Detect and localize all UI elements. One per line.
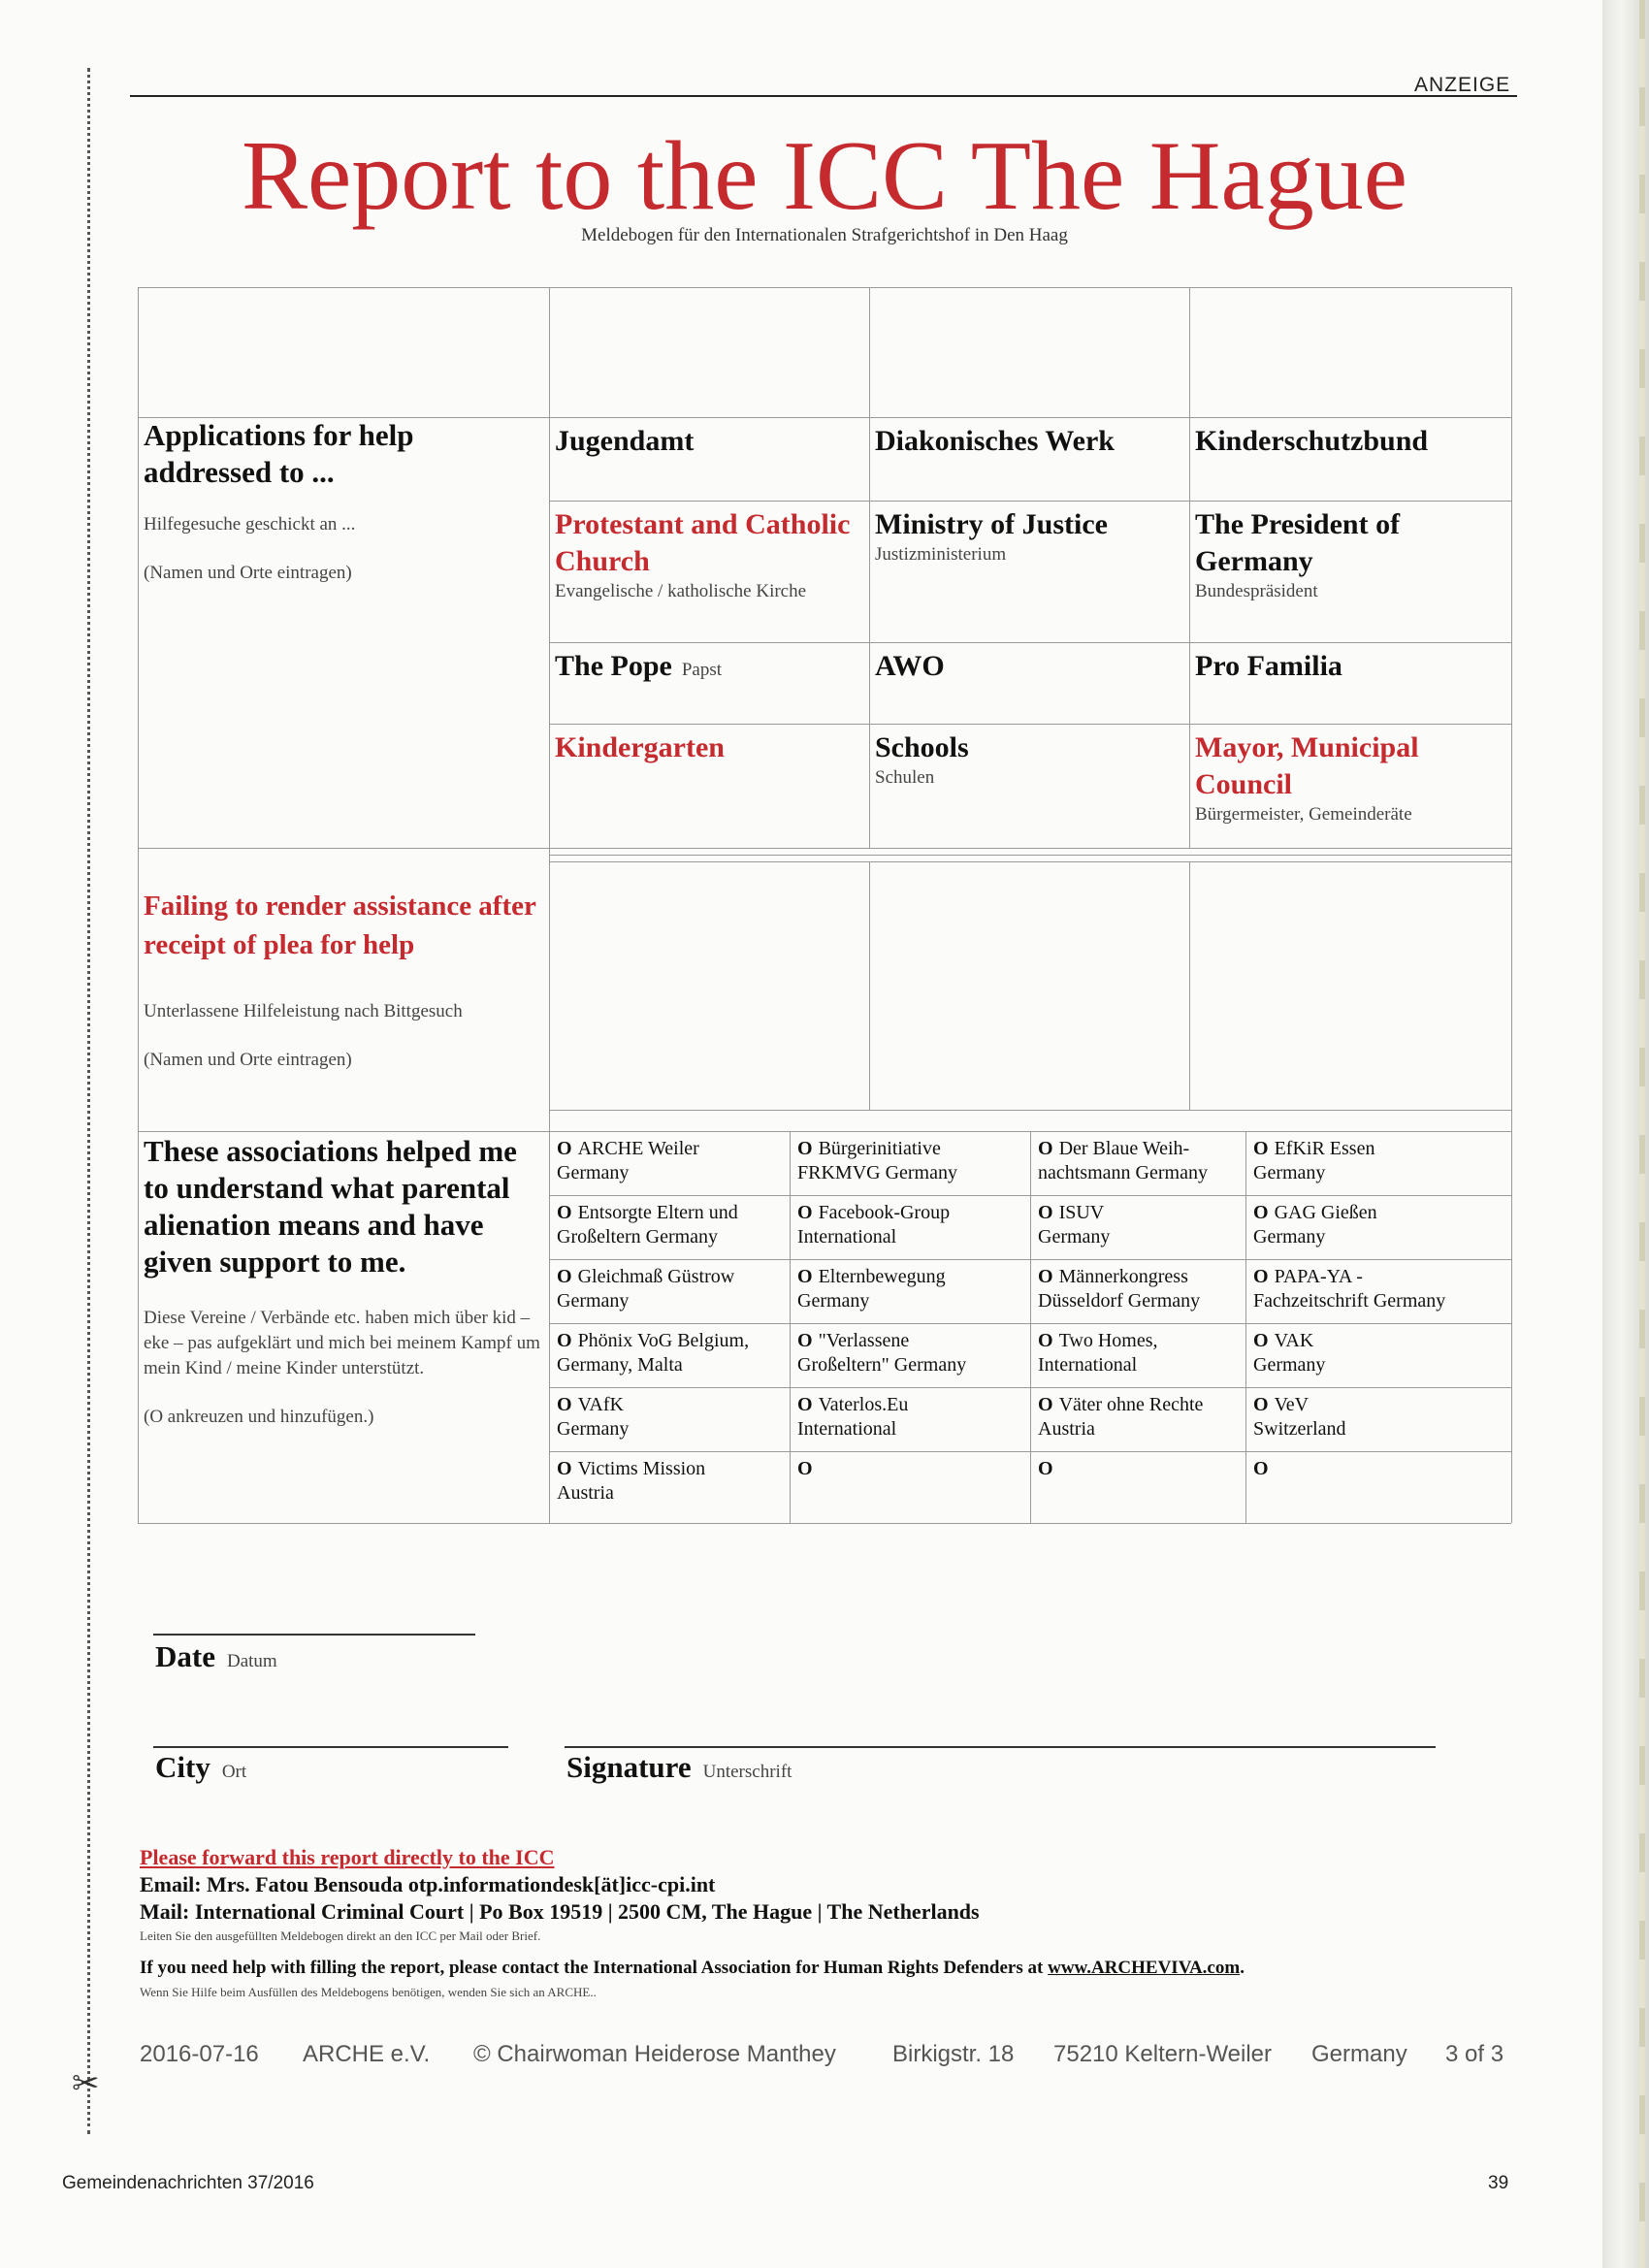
checkbox-marker[interactable]: O xyxy=(1038,1330,1053,1351)
date-line[interactable] xyxy=(153,1634,475,1636)
association-cell[interactable] xyxy=(549,1195,790,1259)
failing-heading: Failing to render assistance after receipt of plea for help xyxy=(144,891,536,960)
association-name: EfKiR Essen xyxy=(1274,1138,1375,1159)
recipient-label: Jugendamt xyxy=(555,425,695,457)
signature-label xyxy=(566,1750,792,1785)
association-name: Elternbewegung xyxy=(818,1266,946,1287)
applications-label xyxy=(138,417,549,848)
page-edge-stripe xyxy=(1639,0,1645,2268)
recipient-label: Kinderschutzbund xyxy=(1195,425,1429,457)
recipient-sub: Bürgermeister, Gemeinderäte xyxy=(1195,804,1412,825)
association-cell[interactable] xyxy=(1245,1451,1511,1515)
signature-sub: Unterschrift xyxy=(702,1762,792,1782)
association-name: ARCHE Weiler xyxy=(577,1138,699,1159)
failing-sub-2: (Namen und Orte eintragen) xyxy=(144,1050,352,1070)
recipient-cell[interactable] xyxy=(549,501,869,609)
association-country: Germany xyxy=(1038,1226,1111,1247)
recipient-label: AWO xyxy=(875,650,945,682)
footer-org: ARCHE e.V. xyxy=(303,2041,431,2067)
association-cell[interactable] xyxy=(549,1387,790,1451)
association-cell[interactable] xyxy=(1245,1131,1511,1195)
association-cell[interactable] xyxy=(1030,1451,1245,1515)
help-line xyxy=(140,1958,1245,1979)
association-name: Phönix VoG Belgium, xyxy=(577,1330,750,1351)
failing-label xyxy=(138,881,549,1079)
association-cell[interactable] xyxy=(1030,1195,1245,1259)
association-name: ISUV xyxy=(1058,1202,1105,1223)
city-label-text: City xyxy=(155,1750,210,1784)
footer-street: Birkigstr. 18 xyxy=(892,2041,1015,2067)
association-cell[interactable] xyxy=(549,1131,790,1195)
recipient-cell[interactable] xyxy=(1189,501,1509,609)
association-country: FRKMVG Germany xyxy=(797,1162,957,1183)
checkbox-marker[interactable]: O xyxy=(1038,1394,1053,1415)
checkbox-marker[interactable]: O xyxy=(1038,1458,1053,1479)
mail-line: Mail: International Criminal Court | Po Box 19519 | 2500 CM, The Hague | The Netherlands xyxy=(140,1899,980,1924)
association-country: Germany xyxy=(557,1290,630,1312)
date-label-text: Date xyxy=(155,1639,215,1673)
help-end: . xyxy=(1240,1958,1245,1978)
association-name: Väter ohne Rechte xyxy=(1058,1394,1204,1415)
association-country: Switzerland xyxy=(1253,1418,1346,1440)
association-country: International xyxy=(797,1226,897,1247)
recipient-cell[interactable] xyxy=(549,724,869,772)
checkbox-marker[interactable]: O xyxy=(1253,1202,1269,1223)
recipient-label: The Pope xyxy=(555,650,672,682)
association-country: Austria xyxy=(1038,1418,1095,1440)
association-cell[interactable] xyxy=(1245,1323,1511,1387)
association-name: Der Blaue Weih- xyxy=(1058,1138,1190,1159)
checkbox-marker[interactable]: O xyxy=(557,1458,572,1479)
association-cell[interactable] xyxy=(1030,1131,1245,1195)
footer-city: 75210 Keltern-Weiler xyxy=(1053,2041,1273,2067)
checkbox-marker[interactable]: O xyxy=(1038,1202,1053,1223)
checkbox-marker[interactable]: O xyxy=(1253,1138,1269,1159)
recipient-label: Mayor, Municipal Council xyxy=(1195,731,1419,800)
applications-sub-1: Hilfegesuche geschickt an ... xyxy=(144,514,356,535)
association-cell[interactable] xyxy=(790,1131,1030,1195)
association-cell[interactable] xyxy=(790,1387,1030,1451)
recipient-label: Diakonisches Werk xyxy=(875,425,1115,457)
checkbox-marker[interactable]: O xyxy=(1253,1266,1269,1287)
association-country: Großeltern Germany xyxy=(557,1226,719,1247)
association-cell[interactable] xyxy=(1030,1387,1245,1451)
failing-entry-cell[interactable] xyxy=(1189,861,1509,1110)
publication-name: Gemeindenachrichten 37/2016 xyxy=(62,2173,314,2193)
checkbox-marker[interactable]: O xyxy=(1253,1394,1269,1415)
checkbox-marker[interactable]: O xyxy=(1038,1138,1053,1159)
applications-sub-2: (Namen und Orte eintragen) xyxy=(144,563,352,583)
association-cell[interactable] xyxy=(549,1451,790,1515)
association-cell[interactable] xyxy=(1030,1259,1245,1323)
association-name: GAG Gießen xyxy=(1274,1202,1377,1223)
recipient-cell[interactable] xyxy=(869,417,1189,466)
associations-label xyxy=(138,1131,549,1436)
mail-note: Leiten Sie den ausgefüllten Meldebogen direkt an den ICC per Mail oder Brief. xyxy=(140,1928,541,1943)
association-cell[interactable] xyxy=(549,1323,790,1387)
association-country: Austria xyxy=(557,1482,614,1504)
association-country: Germany xyxy=(1253,1226,1326,1247)
recipient-cell[interactable] xyxy=(869,501,1189,572)
recipient-label: Kindergarten xyxy=(555,731,725,763)
applications-heading: Applications for help addressed to ... xyxy=(144,418,414,489)
associations-heading: These associations helped me to understand what parental alienation means and have given support to me. xyxy=(144,1134,517,1279)
checkbox-marker[interactable]: O xyxy=(797,1330,813,1351)
association-country: Germany xyxy=(1253,1354,1326,1376)
city-label xyxy=(155,1750,246,1785)
association-country: nachtsmann Germany xyxy=(1038,1162,1208,1183)
city-line[interactable] xyxy=(153,1746,508,1748)
forward-instruction: Please forward this report directly to the ICC xyxy=(140,1845,555,1869)
signature-label-text: Signature xyxy=(566,1750,692,1784)
association-cell[interactable] xyxy=(790,1323,1030,1387)
association-country: Fachzeitschrift Germany xyxy=(1253,1290,1446,1312)
checkbox-marker[interactable]: O xyxy=(797,1394,813,1415)
page-title: Report to the ICC The Hague xyxy=(241,121,1408,231)
association-name: PAPA-YA - xyxy=(1274,1266,1363,1287)
association-country: Germany xyxy=(557,1418,630,1440)
checkbox-marker[interactable]: O xyxy=(1253,1458,1269,1479)
checkbox-marker[interactable]: O xyxy=(797,1266,813,1287)
association-cell[interactable] xyxy=(790,1259,1030,1323)
association-cell[interactable] xyxy=(790,1195,1030,1259)
association-country: Großeltern" Germany xyxy=(797,1354,967,1376)
email-line: Email: Mrs. Fatou Bensouda otp.informationdesk[ät]icc-cpi.int xyxy=(140,1872,716,1896)
recipient-cell[interactable] xyxy=(869,642,1189,691)
association-cell[interactable] xyxy=(790,1451,1030,1515)
association-name: Two Homes, xyxy=(1058,1330,1158,1351)
page-edge xyxy=(1602,0,1649,2268)
city-sub: Ort xyxy=(221,1762,247,1782)
association-name: Victims Mission xyxy=(577,1458,706,1479)
checkbox-marker[interactable]: O xyxy=(797,1458,813,1479)
association-name: Gleichmaß Güstrow xyxy=(577,1266,735,1287)
association-cell[interactable] xyxy=(1245,1387,1511,1451)
association-name: Männerkongress xyxy=(1058,1266,1188,1287)
scissors-icon: ✂ xyxy=(72,2064,100,2103)
association-name: VAfK xyxy=(577,1394,624,1415)
recipient-sub: Justizministerium xyxy=(875,544,1007,565)
recipient-sub: Bundespräsident xyxy=(1195,581,1318,601)
associations-sub-2: (O ankreuzen und hinzufügen.) xyxy=(144,1407,374,1427)
recipient-cell[interactable] xyxy=(1189,642,1509,691)
recipient-cell[interactable] xyxy=(549,642,869,691)
cut-line xyxy=(87,68,90,2134)
checkbox-marker[interactable]: O xyxy=(1038,1266,1053,1287)
recipient-label: Schools xyxy=(875,731,969,763)
association-country: Düsseldorf Germany xyxy=(1038,1290,1201,1312)
help-note: Wenn Sie Hilfe beim Ausfüllen des Meldebogens benötigen, wenden Sie sich an ARCHE.. xyxy=(140,1985,597,1999)
failing-sub-1: Unterlassene Hilfeleistung nach Bittgesuch xyxy=(144,1001,463,1021)
association-country: Germany xyxy=(557,1162,630,1183)
recipient-sub: Schulen xyxy=(875,767,935,788)
association-name: "Verlassene xyxy=(818,1330,910,1351)
association-country: Germany, Malta xyxy=(557,1354,683,1376)
association-country: International xyxy=(1038,1354,1138,1376)
checkbox-marker[interactable]: O xyxy=(797,1202,813,1223)
association-name: Vaterlos.Eu xyxy=(818,1394,909,1415)
footer-page: 3 of 3 xyxy=(1445,2041,1504,2067)
association-country: Germany xyxy=(1253,1162,1326,1183)
recipient-label: Ministry of Justice xyxy=(875,508,1108,540)
association-name: VAK xyxy=(1274,1330,1314,1351)
recipient-cell[interactable] xyxy=(1189,417,1509,466)
top-rule xyxy=(130,95,1517,97)
association-country: International xyxy=(797,1418,897,1440)
checkbox-marker[interactable]: O xyxy=(557,1138,572,1159)
recipient-sub: Evangelische / katholische Kirche xyxy=(555,581,807,601)
failing-entry-cell[interactable] xyxy=(549,861,869,1110)
checkbox-marker[interactable]: O xyxy=(557,1266,572,1287)
help-text: If you need help with filling the report, please contact the International Association for Human Rights Defenders at xyxy=(140,1958,1044,1978)
recipient-label: The President of Germany xyxy=(1195,508,1401,577)
help-link[interactable]: www.ARCHEVIVA.com xyxy=(1048,1958,1241,1978)
publication-page: 39 xyxy=(1488,2173,1509,2193)
ad-tag: ANZEIGE xyxy=(1414,74,1511,96)
associations-sub-1: Diese Vereine / Verbände etc. haben mich über kid – eke – pas aufgeklärt und mich bei meinem Kampf um mein Kind / meine Kinder unterstützt. xyxy=(144,1308,540,1378)
checkbox-marker[interactable]: O xyxy=(797,1138,813,1159)
association-name: Facebook-Group xyxy=(818,1202,951,1223)
checkbox-marker[interactable]: O xyxy=(557,1202,572,1223)
footer-date: 2016-07-16 xyxy=(140,2041,259,2067)
checkbox-marker[interactable]: O xyxy=(1253,1330,1269,1351)
date-sub: Datum xyxy=(226,1651,277,1671)
association-country: Germany xyxy=(797,1290,870,1312)
recipient-label: Protestant and Catholic Church xyxy=(555,508,851,577)
recipient-cell[interactable] xyxy=(1189,724,1509,832)
recipient-cell[interactable] xyxy=(869,724,1189,795)
association-name: VeV xyxy=(1274,1394,1310,1415)
footer-country: Germany xyxy=(1311,2041,1407,2067)
association-cell[interactable] xyxy=(1030,1323,1245,1387)
recipient-sub: Papst xyxy=(681,660,723,680)
association-name: Entsorgte Eltern und xyxy=(577,1202,738,1223)
association-cell[interactable] xyxy=(1245,1259,1511,1323)
report-form xyxy=(138,287,1511,1523)
failing-entry-cell[interactable] xyxy=(869,861,1189,1110)
recipient-cell[interactable] xyxy=(549,417,869,466)
association-cell[interactable] xyxy=(549,1259,790,1323)
association-cell[interactable] xyxy=(1245,1195,1511,1259)
signature-line[interactable] xyxy=(565,1746,1436,1748)
recipient-label: Pro Familia xyxy=(1195,650,1342,682)
checkbox-marker[interactable]: O xyxy=(557,1330,572,1351)
date-label xyxy=(155,1639,277,1674)
checkbox-marker[interactable]: O xyxy=(557,1394,572,1415)
footer-chair: © Chairwoman Heiderose Manthey xyxy=(473,2041,836,2067)
association-name: Bürgerinitiative xyxy=(818,1138,941,1159)
page-subtitle: Meldebogen für den Internationalen Strafgerichtshof in Den Haag xyxy=(581,225,1068,245)
